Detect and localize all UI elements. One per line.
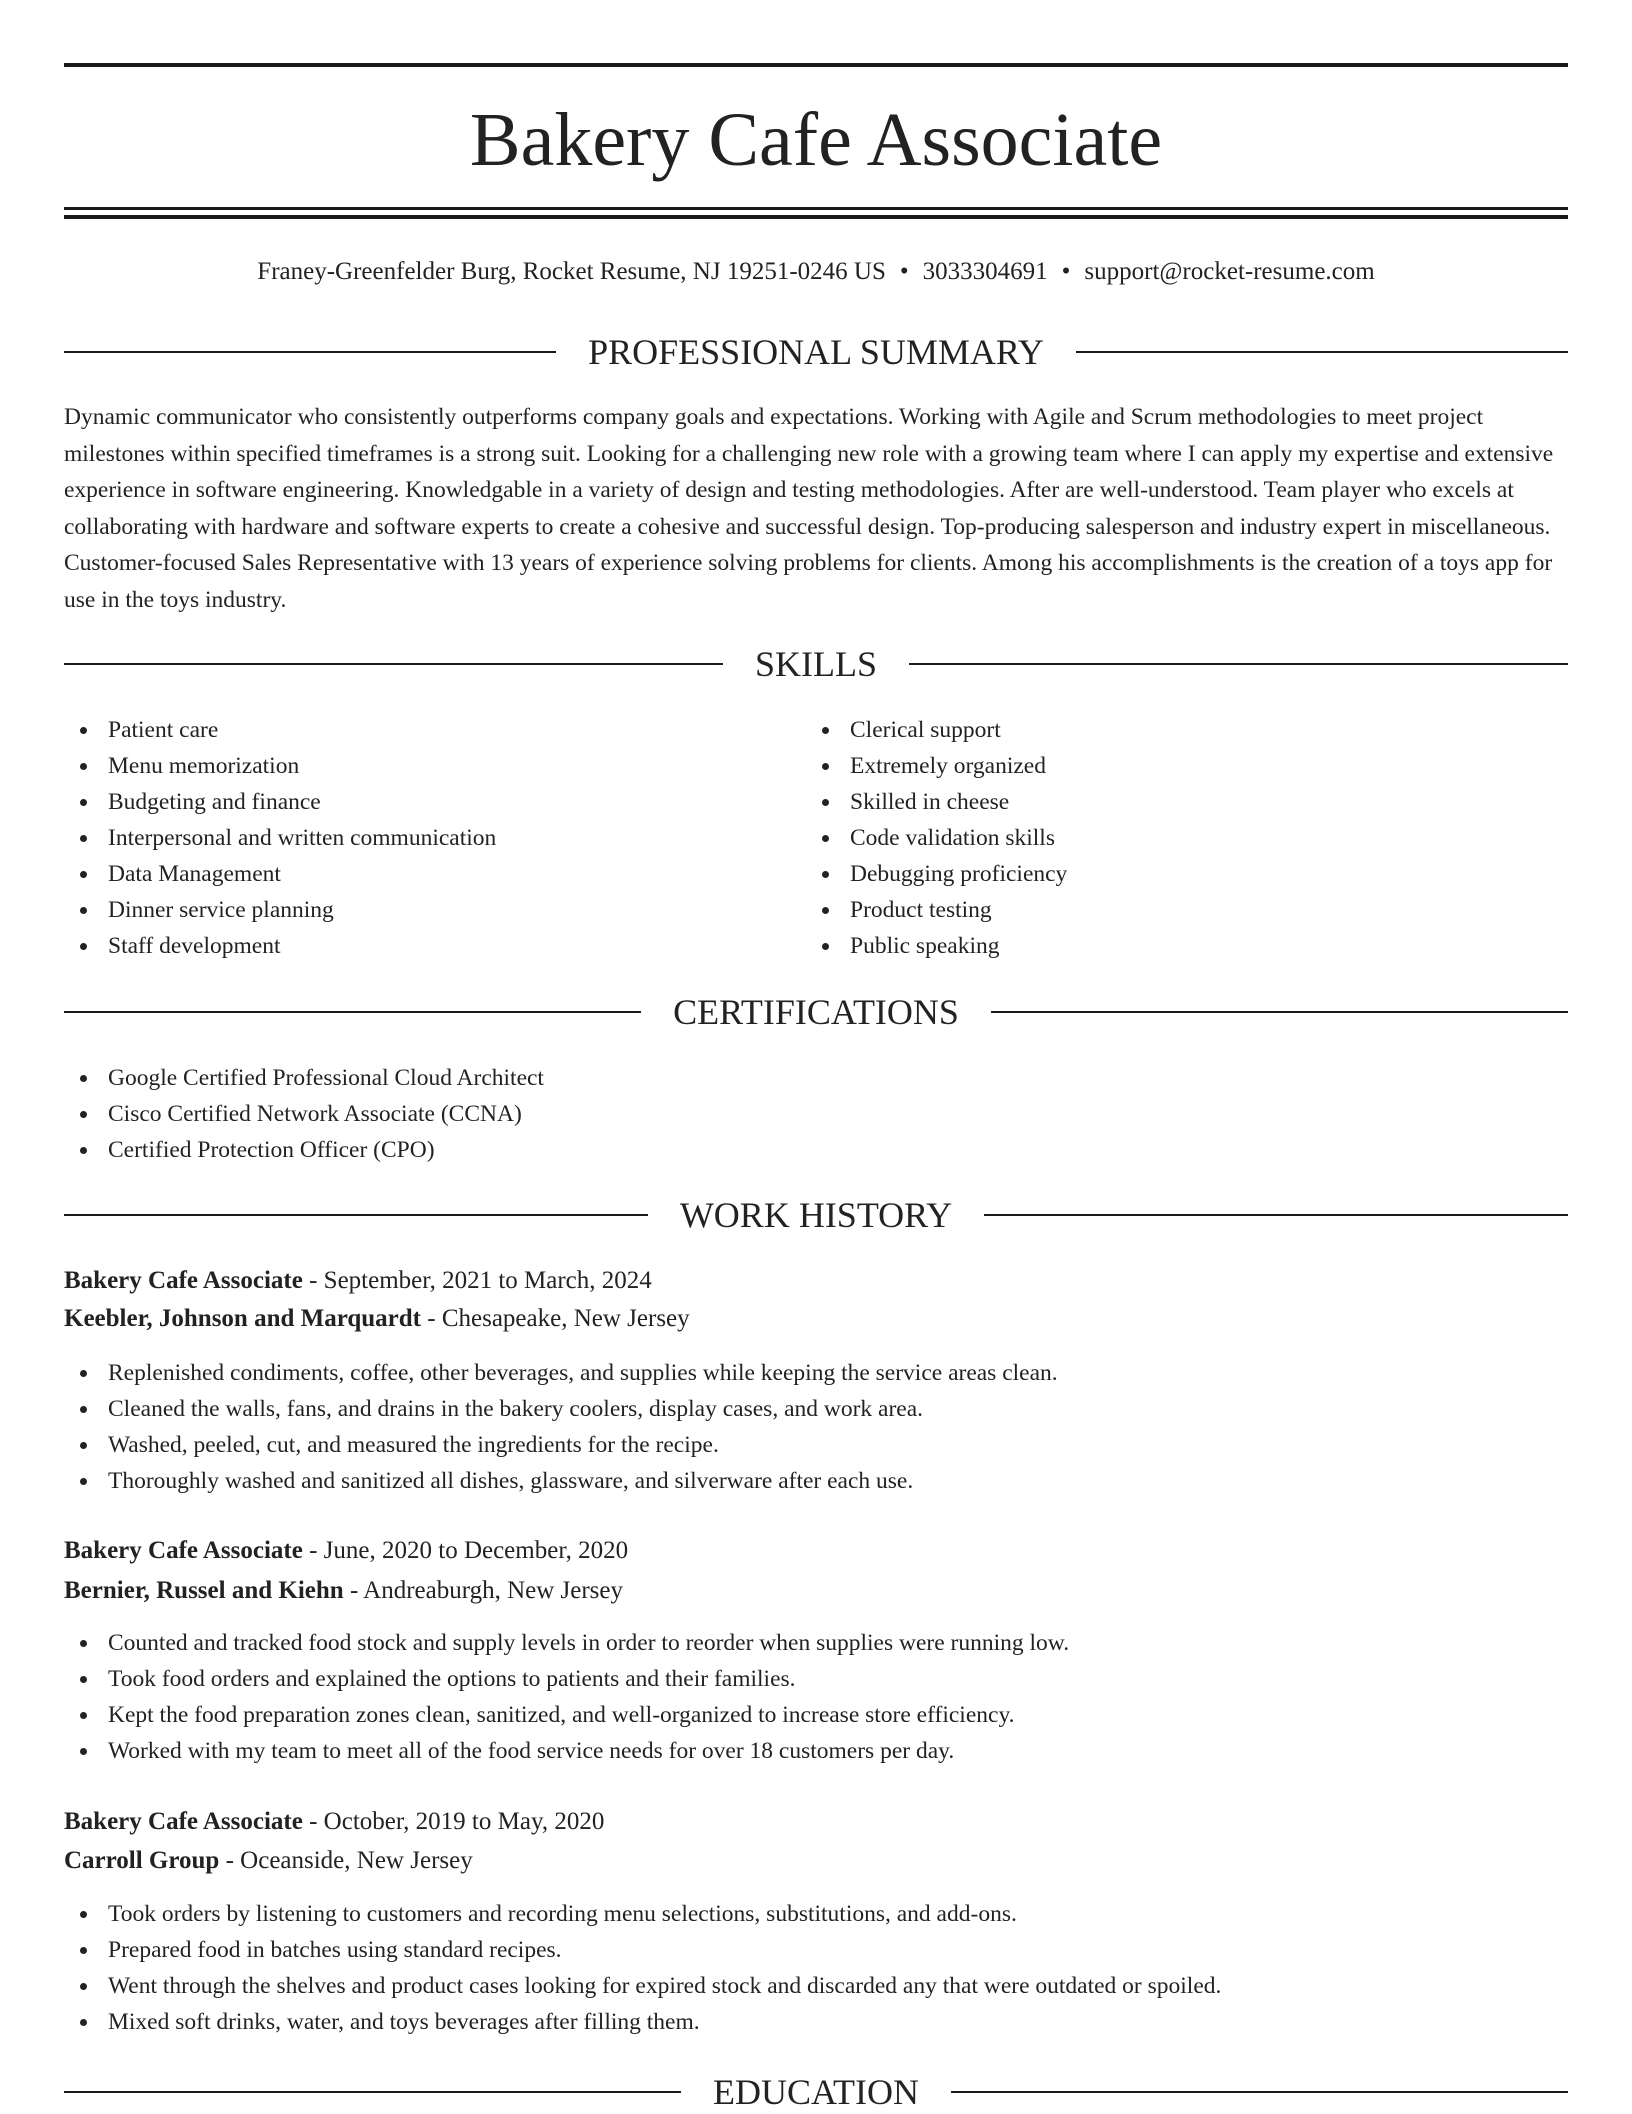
section-title: EDUCATION — [713, 2072, 919, 2112]
skill-item: Code validation skills — [806, 820, 1067, 856]
title-rule-upper — [64, 207, 1568, 210]
duty-item: Cleaned the walls, fans, and drains in the bakery coolers, display cases, and work area. — [64, 1391, 1058, 1427]
certification-item: Cisco Certified Network Associate (CCNA) — [64, 1096, 544, 1132]
job-location: - Andreaburgh, New Jersey — [343, 1577, 624, 1604]
heading-rule — [64, 663, 723, 665]
job-company-line — [64, 1573, 623, 1609]
certification-item: Google Certified Professional Cloud Architect — [64, 1060, 544, 1096]
job-dates: - June, 2020 to December, 2020 — [302, 1537, 629, 1564]
skill-item: Product testing — [806, 892, 1067, 928]
job-title: Bakery Cafe Associate — [64, 1537, 303, 1564]
job-duties-list — [64, 1625, 1069, 1769]
heading-rule — [64, 1011, 641, 1013]
skills-list-left — [64, 712, 496, 964]
duty-item: Kept the food preparation zones clean, sanitized, and well-organized to increase store efficiency. — [64, 1697, 1069, 1733]
skill-item: Menu memorization — [64, 748, 496, 784]
job-title-line — [64, 1533, 628, 1569]
job-company: Bernier, Russel and Kiehn — [64, 1577, 344, 1604]
duty-item: Took food orders and explained the options to patients and their families. — [64, 1661, 1069, 1697]
skill-item: Interpersonal and written communication — [64, 820, 496, 856]
job-location: - Chesapeake, New Jersey — [421, 1305, 690, 1332]
duty-item: Went through the shelves and product cases looking for expired stock and discarded any that were outdated or spoiled. — [64, 1968, 1221, 2004]
duty-item: Replenished condiments, coffee, other beverages, and supplies while keeping the service areas clean. — [64, 1355, 1058, 1391]
skills-list-right — [806, 712, 1067, 964]
job-duties-list — [64, 1896, 1221, 2040]
contact-phone: 3033304691 — [922, 258, 1048, 285]
duty-item: Washed, peeled, cut, and measured the ingredients for the recipe. — [64, 1427, 1058, 1463]
section-title: SKILLS — [755, 644, 878, 684]
education-heading — [64, 2070, 1568, 2114]
heading-rule — [64, 1214, 648, 1216]
section-title: WORK HISTORY — [679, 1195, 953, 1235]
skill-item: Staff development — [64, 928, 496, 964]
duty-item: Thoroughly washed and sanitized all dishes, glassware, and silverware after each use. — [64, 1463, 1058, 1499]
resume-title: Bakery Cafe Associate — [469, 98, 1163, 182]
job-title: Bakery Cafe Associate — [64, 1267, 303, 1294]
job-company: Carroll Group — [64, 1847, 220, 1874]
heading-rule — [909, 663, 1568, 665]
duty-item: Prepared food in batches using standard recipes. — [64, 1932, 1221, 1968]
section-title: CERTIFICATIONS — [673, 992, 959, 1032]
heading-rule — [1076, 351, 1568, 353]
heading-rule — [984, 1214, 1568, 1216]
job-title-line — [64, 1263, 652, 1299]
skills-heading — [64, 642, 1568, 686]
certifications-heading — [64, 990, 1568, 1034]
work-history-heading — [64, 1193, 1568, 1237]
job-company-line — [64, 1301, 690, 1337]
job-company: Keebler, Johnson and Marquardt — [64, 1305, 422, 1332]
job-title-line — [64, 1804, 604, 1840]
job-dates: - September, 2021 to March, 2024 — [302, 1267, 652, 1294]
duty-item: Worked with my team to meet all of the food service needs for over 18 customers per day. — [64, 1733, 1069, 1769]
top-rule — [64, 63, 1568, 67]
contact-line — [64, 254, 1568, 290]
duty-item: Mixed soft drinks, water, and toys beverages after filling them. — [64, 2004, 1221, 2040]
skill-item: Budgeting and finance — [64, 784, 496, 820]
skill-item: Extremely organized — [806, 748, 1067, 784]
job-dates: - October, 2019 to May, 2020 — [302, 1808, 605, 1835]
heading-rule — [64, 2091, 681, 2093]
certifications-list — [64, 1060, 544, 1168]
summary-heading — [64, 330, 1568, 374]
title-rule-lower — [64, 215, 1568, 219]
contact-separator: • — [1061, 258, 1071, 285]
job-title: Bakery Cafe Associate — [64, 1808, 303, 1835]
contact-separator: • — [899, 258, 909, 285]
job-company-line — [64, 1843, 473, 1879]
contact-address: Franey-Greenfelder Burg, Rocket Resume, NJ 19251-0246 US — [257, 258, 886, 285]
heading-rule — [991, 1011, 1568, 1013]
skill-item: Patient care — [64, 712, 496, 748]
skill-item: Dinner service planning — [64, 892, 496, 928]
heading-rule — [64, 351, 556, 353]
heading-rule — [951, 2091, 1568, 2093]
contact-email: support@rocket-resume.com — [1084, 258, 1375, 285]
skill-item: Skilled in cheese — [806, 784, 1067, 820]
skill-item: Clerical support — [806, 712, 1067, 748]
duty-item: Took orders by listening to customers and recording menu selections, substitutions, and add-ons. — [64, 1896, 1221, 1932]
summary-text: Dynamic communicator who consistently outperforms company goals and expectations. Working with Agile and Scrum methodologies to meet project milestones within specified timeframes is a strong suit. Looking for a challenging new role with a growing team where I can apply my expertise and extensive experience in software engineering. Knowledgable in a variety of design and testing methodologies. After are well-understood. Team player who excels at collaborating with hardware and software experts to create a cohesive and successful design. Top-producing salesperson and industry expert in miscellaneous. Customer-focused Sales Representative with 13 years of experience solving problems for clients. Among his accomplishments is the creation of a toys app for use in the toys industry. — [64, 404, 1554, 613]
duty-item: Counted and tracked food stock and supply levels in order to reorder when supplies were running low. — [64, 1625, 1069, 1661]
skill-item: Data Management — [64, 856, 496, 892]
job-location: - Oceanside, New Jersey — [219, 1847, 473, 1874]
job-duties-list — [64, 1355, 1058, 1499]
skill-item: Debugging proficiency — [806, 856, 1067, 892]
skill-item: Public speaking — [806, 928, 1067, 964]
certification-item: Certified Protection Officer (CPO) — [64, 1132, 544, 1168]
section-title: PROFESSIONAL SUMMARY — [588, 332, 1044, 372]
